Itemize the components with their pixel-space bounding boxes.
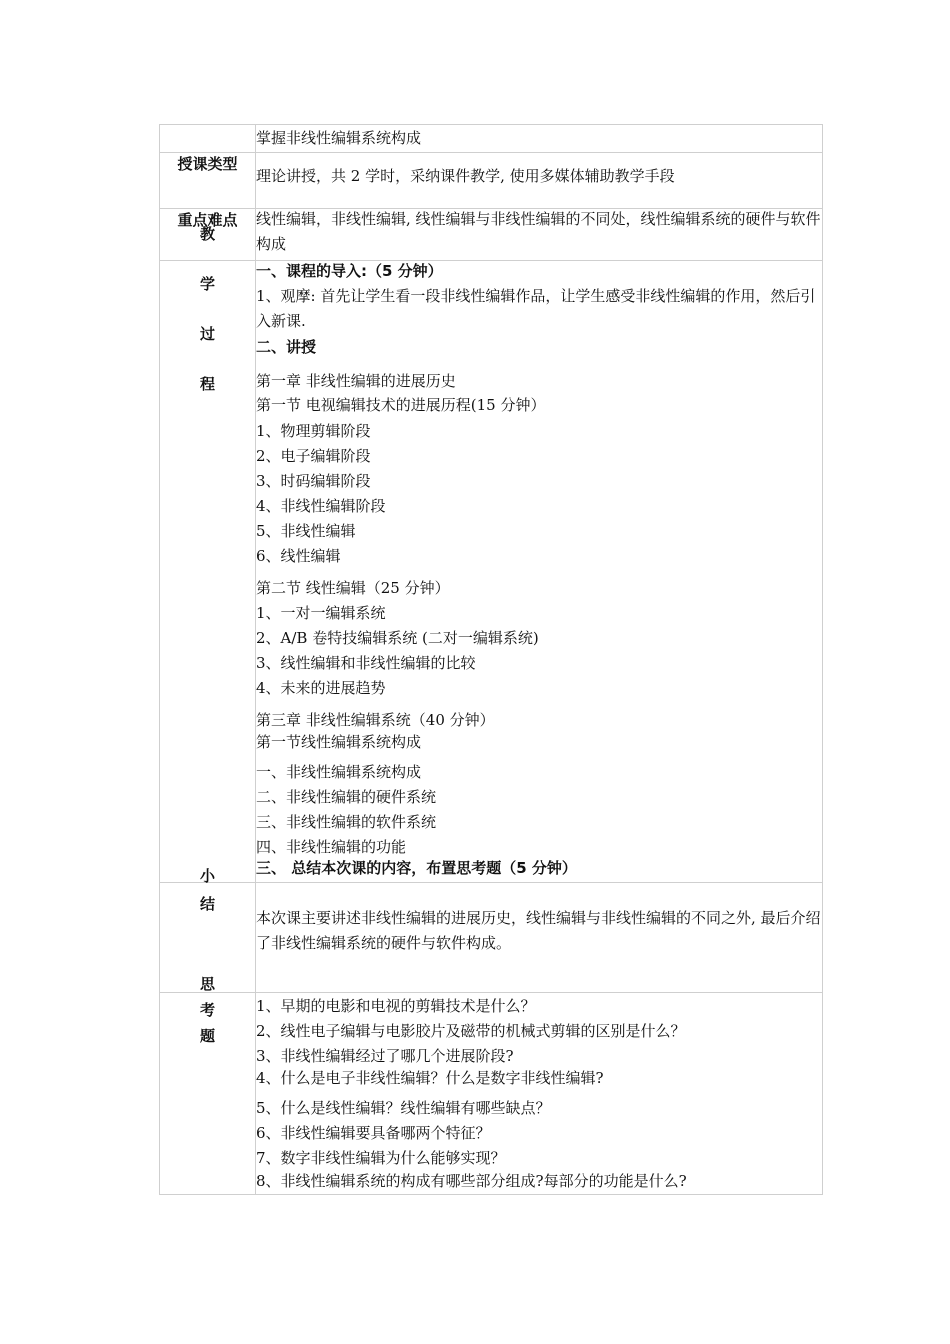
goal-label [160, 125, 256, 153]
questions-label [160, 975, 256, 1195]
intro-heading: 一、课程的导入:（5 分钟） [256, 262, 443, 280]
teach-heading: 二、讲授 [256, 338, 317, 356]
chapter-3-section-1: 第一节线性编辑系统构成 [256, 733, 422, 751]
type-label: 授课类型 [160, 153, 256, 209]
list-item: 2、电子编辑阶段 [256, 447, 371, 465]
lesson-plan-table [159, 124, 823, 1195]
summary-cell [256, 883, 823, 993]
question-item: 1、早期的电影和电视的剪辑技术是什么？ [256, 997, 536, 1015]
summary-row [160, 883, 823, 993]
question-item: 2、线性电子编辑与电影胶片及磁带的机械式剪辑的区别是什么？ [256, 1022, 686, 1040]
process-label-char: 过 [199, 325, 215, 343]
question-item: 7、数字非线性编辑为什么能够实现？ [256, 1149, 506, 1167]
list-item: 三、非线性编辑的软件系统 [256, 813, 437, 831]
questions-label-char: 考 [199, 1001, 215, 1019]
chapter-3-title: 第三章 非线性编辑系统（40 分钟） [256, 711, 495, 729]
type-text: 理论讲授，共 2 学时，采纳课件教学, 使用多媒体辅助教学手段 [256, 166, 675, 185]
process-label-char: 学 [199, 275, 215, 293]
summary-label-char: 小 [199, 867, 215, 885]
type-row [160, 153, 823, 209]
question-item: 8、非线性编辑系统的构成有哪些部分组成?每部分的功能是什么? [256, 1172, 687, 1190]
list-item: 4、未来的进展趋势 [256, 679, 386, 697]
intro-text: 1、观摩: 首先让学生看一段非线性编辑作品，让学生感受非线性编辑的作用，然后引入新课. [256, 287, 816, 330]
key-row [160, 209, 823, 261]
process-label-char: 程 [199, 375, 215, 393]
list-item: 二、非线性编辑的硬件系统 [256, 788, 437, 806]
question-item: 5、什么是线性编辑？线性编辑有哪些缺点？ [256, 1099, 551, 1117]
summary-label-char: 结 [199, 895, 215, 913]
type-cell [256, 153, 823, 209]
list-item: 4、非线性编辑阶段 [256, 497, 386, 515]
questions-cell [256, 993, 823, 1195]
questions-row [160, 993, 823, 1195]
list-item: 6、线性编辑 [256, 547, 341, 565]
list-item: 2、A/B 卷特技编辑系统 (二对一编辑系统) [256, 629, 539, 647]
chapter-1-section-1: 第一节 电视编辑技术的进展历程(15 分钟） [256, 396, 546, 414]
summary-heading: 三、 总结本次课的内容，布置思考题（5 分钟） [256, 859, 577, 877]
list-item: 四、非线性编辑的功能 [256, 838, 407, 856]
list-item: 1、一对一编辑系统 [256, 604, 386, 622]
list-item: 一、非线性编辑系统构成 [256, 763, 422, 781]
question-item: 6、非线性编辑要具备哪两个特征？ [256, 1124, 491, 1142]
key-cell [256, 209, 823, 261]
process-label [160, 225, 256, 883]
goal-text: 掌握非线性编辑系统构成 [256, 129, 422, 147]
questions-label-char: 思 [199, 975, 215, 993]
process-label-char: 教 [199, 225, 215, 243]
chapter-1-section-2: 第二节 线性编辑（25 分钟） [256, 579, 450, 597]
process-row [160, 261, 823, 883]
chapter-1-title: 第一章 非线性编辑的进展历史 [256, 372, 456, 390]
key-text: 线性编辑，非线性编辑, 线性编辑与非线性编辑的不同处，线性编辑系统的硬件与软件构成 [256, 210, 821, 253]
list-item: 3、时码编辑阶段 [256, 472, 371, 490]
list-item: 3、线性编辑和非线性编辑的比较 [256, 654, 476, 672]
process-cell [256, 261, 823, 883]
questions-label-char: 题 [199, 1027, 215, 1045]
list-item: 1、物理剪辑阶段 [256, 422, 371, 440]
key-label: 重点难点 [160, 209, 256, 261]
list-item: 5、非线性编辑 [256, 522, 356, 540]
goal-cell [256, 125, 823, 153]
question-item: 4、什么是电子非线性编辑？什么是数字非线性编辑? [256, 1069, 604, 1087]
goal-row [160, 125, 823, 153]
summary-text: 本次课主要讲述非线性编辑的进展历史，线性编辑与非线性编辑的不同之外, 最后介绍了非线性编辑系统的硬件与软件构成。 [256, 909, 821, 952]
question-item: 3、非线性编辑经过了哪几个进展阶段? [256, 1047, 514, 1065]
